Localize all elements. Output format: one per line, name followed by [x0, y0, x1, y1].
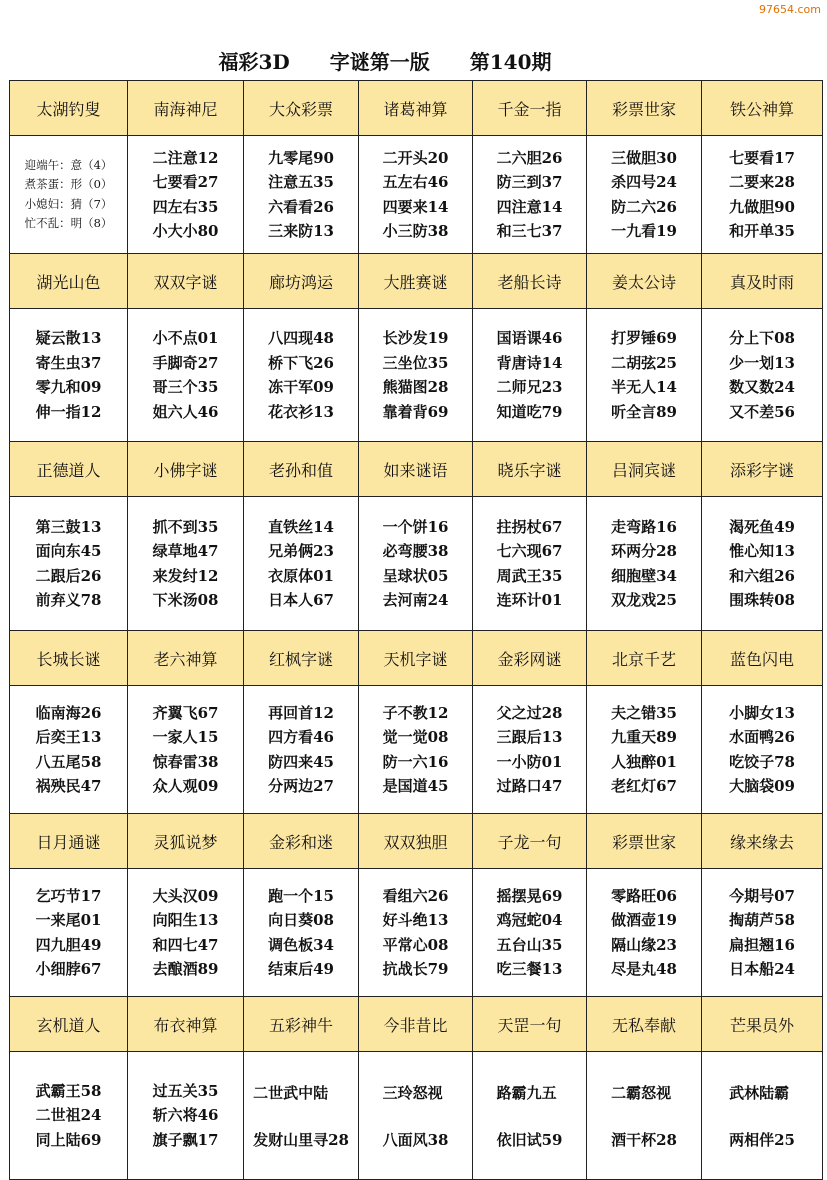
cell-lines [153, 701, 219, 799]
riddle-cell [587, 136, 702, 254]
cell-lines [383, 515, 449, 613]
cell-lines [729, 146, 795, 244]
cell-line: 小大小80 [152, 222, 219, 240]
cell-line: 又不差56 [729, 402, 795, 421]
cell-line: 今期号07 [729, 886, 795, 905]
riddle-cell [10, 497, 128, 631]
cell-line: 注意五35 [268, 173, 334, 191]
riddle-cell [359, 497, 473, 631]
cell-line: 连环计01 [496, 591, 563, 609]
cell-line: 拄拐杖67 [496, 517, 563, 536]
cell-line: 武霸王58 [35, 1081, 102, 1100]
riddle-cell [244, 497, 359, 631]
riddle-cell [702, 686, 823, 814]
cell-line: 平常心08 [382, 935, 449, 954]
column-header: 大胜赛谜 [359, 254, 473, 309]
riddle-cell [244, 869, 359, 997]
cell-line: 旗子飘17 [152, 1130, 219, 1149]
cell-lines [253, 1082, 349, 1150]
riddle-table [9, 80, 823, 1180]
cell-line: 二开头20 [382, 148, 449, 167]
riddle-cell [587, 497, 702, 631]
cell-line: 父之过28 [496, 703, 563, 722]
column-header: 今非昔比 [359, 997, 473, 1052]
cell-line: 二世祖24 [35, 1106, 102, 1125]
column-header: 天罡一句 [473, 997, 587, 1052]
cell-line: 环两分28 [611, 542, 677, 560]
cell-line: 好斗绝13 [382, 911, 449, 929]
cell-line: 第三鼓13 [35, 517, 102, 536]
cell-line: 一小防01 [496, 752, 563, 771]
column-header: 芒果员外 [702, 997, 823, 1052]
cell-line: 一来尾01 [35, 911, 102, 929]
column-header: 廊坊鸿运 [244, 254, 359, 309]
cell-line: 二师兄23 [496, 378, 563, 396]
column-header: 如来谜语 [359, 442, 473, 497]
column-header: 五彩神牛 [244, 997, 359, 1052]
column-header: 蓝色闪电 [702, 631, 823, 686]
cell-line: 惟心知13 [729, 542, 795, 560]
cell-line: 七要看27 [152, 173, 219, 191]
cell-line: 冻干军09 [268, 378, 334, 396]
cell-line: 临南海26 [35, 703, 102, 722]
column-header: 日月通谜 [10, 814, 128, 869]
cell-lines [497, 326, 563, 424]
cell-line: 二跟后26 [35, 566, 102, 585]
cell-line: 乞巧节17 [35, 886, 102, 905]
cell-lines [497, 701, 563, 799]
cell-line: 是国道45 [382, 777, 449, 795]
cell-lines [153, 146, 219, 244]
riddle-cell [128, 686, 244, 814]
cell-lines [153, 326, 219, 424]
cell-line: 四九胆49 [35, 935, 102, 954]
cell-line: 二注意12 [152, 148, 219, 167]
cell-line: 渴死鱼49 [729, 517, 795, 536]
cell-lines [153, 515, 219, 613]
cell-lines [611, 146, 677, 244]
cell-lines [268, 884, 334, 982]
cell-line: 再回首12 [268, 703, 334, 722]
content-row [10, 136, 823, 254]
riddle-cell [473, 1052, 587, 1180]
cell-line: 日本人67 [268, 591, 334, 609]
riddle-cell [128, 136, 244, 254]
cell-line: 扁担翘16 [729, 935, 795, 954]
column-header: 子龙一句 [473, 814, 587, 869]
cell-lines [611, 701, 677, 799]
riddle-cell [359, 869, 473, 997]
riddle-cell [473, 136, 587, 254]
riddle-cell [244, 1052, 359, 1180]
cell-lines [36, 884, 102, 982]
cell-line: 看组六26 [382, 886, 449, 905]
cell-line: 分两边27 [268, 777, 334, 795]
cell-line: 向日葵08 [268, 911, 334, 929]
riddle-cell [587, 686, 702, 814]
cell-line: 四方看46 [268, 728, 334, 746]
cell-line: 伸一指12 [35, 402, 102, 421]
column-header: 老船长诗 [473, 254, 587, 309]
cell-line: 呈球状05 [382, 566, 449, 585]
cell-line: 九零尾90 [268, 148, 334, 167]
cell-line: 忙不乱：明（8） [24, 216, 113, 230]
riddle-cell [10, 1052, 128, 1180]
cell-line: 小细脖67 [35, 960, 102, 978]
cell-lines [268, 326, 334, 424]
column-header: 金彩和迷 [244, 814, 359, 869]
cell-lines [729, 701, 795, 799]
cell-line: 前弃义78 [35, 591, 102, 609]
column-header: 北京千艺 [587, 631, 702, 686]
cell-lines [729, 884, 795, 982]
content-row [10, 686, 823, 814]
cell-lines [36, 701, 102, 799]
riddle-cell [702, 136, 823, 254]
cell-line: 二六胆26 [496, 148, 563, 167]
header-row [10, 814, 823, 869]
cell-line: 一个饼16 [382, 517, 449, 536]
riddle-cell [10, 309, 128, 442]
cell-lines [268, 146, 334, 244]
cell-line: 尽是丸48 [611, 960, 677, 978]
cell-lines [611, 1082, 677, 1150]
riddle-cell [702, 497, 823, 631]
cell-line: 直铁丝14 [268, 517, 334, 536]
column-header: 灵狐说梦 [128, 814, 244, 869]
cell-line: 惊春雷38 [152, 752, 219, 771]
riddle-cell [10, 136, 128, 254]
cell-lines [383, 701, 449, 799]
column-header: 老六神算 [128, 631, 244, 686]
column-header: 添彩字谜 [702, 442, 823, 497]
cell-line: 过五关35 [152, 1081, 219, 1100]
cell-line: 吃饺子78 [729, 752, 795, 771]
cell-line: 和六组26 [729, 566, 795, 585]
cell-line: 众人观09 [152, 777, 219, 795]
column-header: 无私奉献 [587, 997, 702, 1052]
cell-lines [497, 1082, 563, 1150]
cell-line: 三玲怒视 [382, 1083, 443, 1102]
cell-line: 武林陆霸 [729, 1083, 790, 1102]
header-row [10, 81, 823, 136]
cell-line: 小不点01 [152, 329, 219, 347]
column-header: 老孙和值 [244, 442, 359, 497]
cell-line: 八五尾58 [35, 752, 102, 771]
riddle-cell [473, 309, 587, 442]
cell-line: 两相伴25 [729, 1130, 795, 1149]
cell-line: 半无人14 [611, 378, 677, 396]
cell-lines [383, 1082, 449, 1150]
cell-line: 周武王35 [496, 566, 563, 585]
cell-line: 依旧试59 [496, 1130, 563, 1149]
column-header: 正德道人 [10, 442, 128, 497]
column-header: 湖光山色 [10, 254, 128, 309]
cell-line: 过路口47 [496, 777, 563, 795]
cell-line: 鸡冠蛇04 [496, 911, 563, 929]
column-header: 布衣神算 [128, 997, 244, 1052]
riddle-cell [702, 1052, 823, 1180]
cell-line: 摇摆晃69 [496, 886, 563, 905]
cell-line: 零路旺06 [611, 886, 677, 905]
riddle-cell [359, 1052, 473, 1180]
content-row [10, 869, 823, 997]
column-header: 彩票世家 [587, 81, 702, 136]
cell-line: 和四七47 [152, 935, 219, 954]
cell-lines [36, 1079, 102, 1153]
cell-line: 隔山缘23 [611, 935, 677, 954]
column-header: 太湖钓叟 [10, 81, 128, 136]
cell-lines [611, 326, 677, 424]
riddle-cell [244, 686, 359, 814]
cell-line: 靠着背69 [382, 402, 449, 421]
cell-lines [729, 1082, 795, 1150]
cell-line: 兄弟俩23 [268, 542, 334, 560]
riddle-cell [244, 136, 359, 254]
column-header: 玄机道人 [10, 997, 128, 1052]
cell-line: 发财山里寻28 [253, 1130, 349, 1149]
riddle-cell [10, 869, 128, 997]
cell-line: 去酿酒89 [152, 960, 219, 978]
cell-line: 抓不到35 [152, 517, 219, 536]
riddle-cell [10, 686, 128, 814]
cell-line: 子不教12 [382, 703, 449, 722]
riddle-cell [359, 686, 473, 814]
cell-lines [729, 515, 795, 613]
header-row [10, 442, 823, 497]
riddle-cell [244, 309, 359, 442]
cell-lines [36, 326, 102, 424]
cell-lines [153, 884, 219, 982]
cell-line: 和三七37 [496, 222, 563, 240]
cell-line: 绿草地47 [152, 542, 219, 560]
watermark: 97654.com [759, 3, 821, 16]
cell-lines [36, 515, 102, 613]
cell-lines [383, 146, 449, 244]
riddle-cell [587, 1052, 702, 1180]
column-header: 铁公神算 [702, 81, 823, 136]
column-header: 缘来缘去 [702, 814, 823, 869]
cell-line: 防四来45 [268, 752, 334, 771]
riddle-cell [128, 1052, 244, 1180]
column-header: 天机字谜 [359, 631, 473, 686]
cell-line: 煮茶蛋：形（0） [24, 177, 113, 191]
cell-line: 手脚奇27 [152, 353, 219, 372]
cell-line: 五台山35 [496, 935, 563, 954]
cell-line: 小脚女13 [729, 703, 795, 722]
column-header: 小佛字谜 [128, 442, 244, 497]
column-header: 南海神尼 [128, 81, 244, 136]
cell-line: 七要看17 [729, 148, 795, 167]
riddle-cell [473, 686, 587, 814]
cell-line: 掏葫芦58 [729, 911, 795, 929]
riddle-cell [702, 309, 823, 442]
cell-line: 零九和09 [35, 378, 102, 396]
column-header: 彩票世家 [587, 814, 702, 869]
cell-line: 酒干杯28 [611, 1130, 677, 1149]
cell-lines [25, 156, 113, 234]
cell-line: 走弯路16 [611, 517, 677, 536]
cell-line: 国语课46 [496, 329, 563, 347]
header-row [10, 631, 823, 686]
cell-line: 觉一觉08 [382, 728, 449, 746]
content-row [10, 497, 823, 631]
cell-line: 必弯腰38 [382, 542, 449, 560]
cell-line: 打罗锤69 [611, 329, 677, 347]
cell-line: 八面风38 [382, 1130, 449, 1149]
cell-line: 齐翼飞67 [152, 703, 219, 722]
cell-line: 细胞壁34 [611, 566, 677, 585]
cell-line: 后奕王13 [35, 728, 102, 746]
content-row [10, 1052, 823, 1180]
cell-line: 一九看19 [611, 222, 677, 240]
column-header: 大众彩票 [244, 81, 359, 136]
cell-line: 四要来14 [382, 197, 449, 216]
riddle-cell [128, 869, 244, 997]
riddle-cell [359, 136, 473, 254]
cell-line: 寄生虫37 [35, 353, 102, 372]
cell-line: 来发纣12 [152, 566, 219, 585]
cell-line: 五左右46 [382, 173, 449, 191]
cell-line: 防三到37 [496, 173, 563, 191]
column-header: 姜太公诗 [587, 254, 702, 309]
cell-line: 夫之错35 [611, 703, 677, 722]
riddle-cell [587, 869, 702, 997]
cell-line: 二要来28 [729, 173, 795, 191]
cell-line: 面向东45 [35, 542, 102, 560]
column-header: 吕洞宾谜 [587, 442, 702, 497]
cell-lines [383, 884, 449, 982]
column-header: 诸葛神算 [359, 81, 473, 136]
cell-line: 七六现67 [496, 542, 563, 560]
riddle-cell [702, 869, 823, 997]
cell-line: 哥三个35 [152, 378, 219, 396]
cell-lines [268, 701, 334, 799]
cell-line: 祸殃民47 [35, 777, 102, 795]
column-header: 双双字谜 [128, 254, 244, 309]
cell-lines [153, 1079, 219, 1153]
cell-lines [611, 884, 677, 982]
column-header: 红枫字谜 [244, 631, 359, 686]
cell-line: 分上下08 [729, 329, 795, 347]
cell-line: 花衣衫13 [268, 402, 334, 421]
cell-line: 吃三餐13 [496, 960, 563, 978]
cell-line: 九重天89 [611, 728, 677, 746]
cell-line: 做酒壶19 [611, 911, 677, 929]
cell-line: 知道吃79 [496, 402, 563, 421]
riddle-cell [128, 309, 244, 442]
cell-line: 双龙戏25 [611, 591, 677, 609]
cell-lines [268, 515, 334, 613]
riddle-cell [128, 497, 244, 631]
cell-line: 四左右35 [152, 197, 219, 216]
cell-line: 长沙发19 [382, 329, 449, 347]
column-header: 金彩网谜 [473, 631, 587, 686]
riddle-cell [473, 869, 587, 997]
cell-line: 老红灯67 [611, 777, 677, 795]
cell-line: 日本船24 [729, 960, 795, 978]
column-header: 真及时雨 [702, 254, 823, 309]
cell-line: 抗战长79 [382, 960, 449, 978]
cell-line: 九做胆90 [729, 197, 795, 216]
cell-line: 桥下飞26 [268, 353, 334, 372]
cell-line: 大脑袋09 [729, 777, 795, 795]
cell-line: 听全言89 [611, 402, 677, 421]
column-header: 晓乐字谜 [473, 442, 587, 497]
cell-line: 少一划13 [729, 353, 795, 372]
cell-line: 去河南24 [382, 591, 449, 609]
cell-line: 数又数24 [729, 378, 795, 396]
cell-line: 跑一个15 [268, 886, 334, 905]
cell-line: 六看看26 [268, 197, 334, 216]
cell-line: 小媳妇：猜（7） [24, 196, 113, 211]
cell-line: 向阳生13 [152, 911, 219, 929]
cell-line: 八四现48 [268, 329, 334, 347]
cell-line: 和开单35 [729, 222, 795, 240]
cell-line: 疑云散13 [35, 329, 102, 347]
cell-line: 水面鸭26 [729, 728, 795, 746]
column-header: 千金一指 [473, 81, 587, 136]
cell-lines [729, 326, 795, 424]
riddle-cell [473, 497, 587, 631]
cell-line: 二世武中陆 [253, 1083, 329, 1102]
cell-line: 斩六将46 [152, 1106, 219, 1125]
cell-line: 结束后49 [268, 960, 334, 978]
cell-line: 围珠转08 [729, 591, 795, 609]
cell-line: 熊猫图28 [382, 378, 449, 396]
cell-lines [611, 515, 677, 613]
cell-line: 四注意14 [496, 197, 563, 216]
cell-line: 下米汤08 [152, 591, 219, 609]
cell-line: 衣原体01 [268, 566, 334, 585]
cell-line: 防一六16 [382, 752, 449, 771]
cell-line: 三做胆30 [611, 148, 677, 167]
column-header: 长城长谜 [10, 631, 128, 686]
cell-line: 杀四号24 [611, 173, 677, 191]
header-row [10, 254, 823, 309]
riddle-cell [359, 309, 473, 442]
cell-line: 三坐位35 [382, 353, 449, 372]
cell-line: 三跟后13 [496, 728, 563, 746]
cell-line: 二霸怒视 [611, 1083, 672, 1102]
riddle-cell [587, 309, 702, 442]
cell-line: 防二六26 [611, 197, 677, 216]
column-header: 双双独胆 [359, 814, 473, 869]
cell-lines [497, 884, 563, 982]
page-title: 福彩3D 字谜第一版 第140期 [218, 50, 552, 74]
cell-line: 二胡弦25 [611, 353, 677, 372]
content-row [10, 309, 823, 442]
cell-lines [497, 146, 563, 244]
cell-line: 同上陆69 [35, 1130, 102, 1149]
cell-line: 背唐诗14 [496, 353, 563, 372]
cell-lines [383, 326, 449, 424]
cell-line: 小三防38 [382, 222, 449, 240]
cell-line: 三来防13 [268, 222, 334, 240]
cell-line: 一家人15 [152, 728, 219, 746]
cell-line: 人独醉01 [611, 752, 677, 771]
cell-lines [497, 515, 563, 613]
cell-line: 调色板34 [268, 935, 334, 954]
cell-line: 大头汉09 [152, 886, 219, 905]
cell-line: 迎端午：意（4） [24, 157, 113, 172]
cell-line: 姐六人46 [152, 402, 219, 421]
cell-line: 路霸九五 [496, 1083, 557, 1102]
header-row [10, 997, 823, 1052]
